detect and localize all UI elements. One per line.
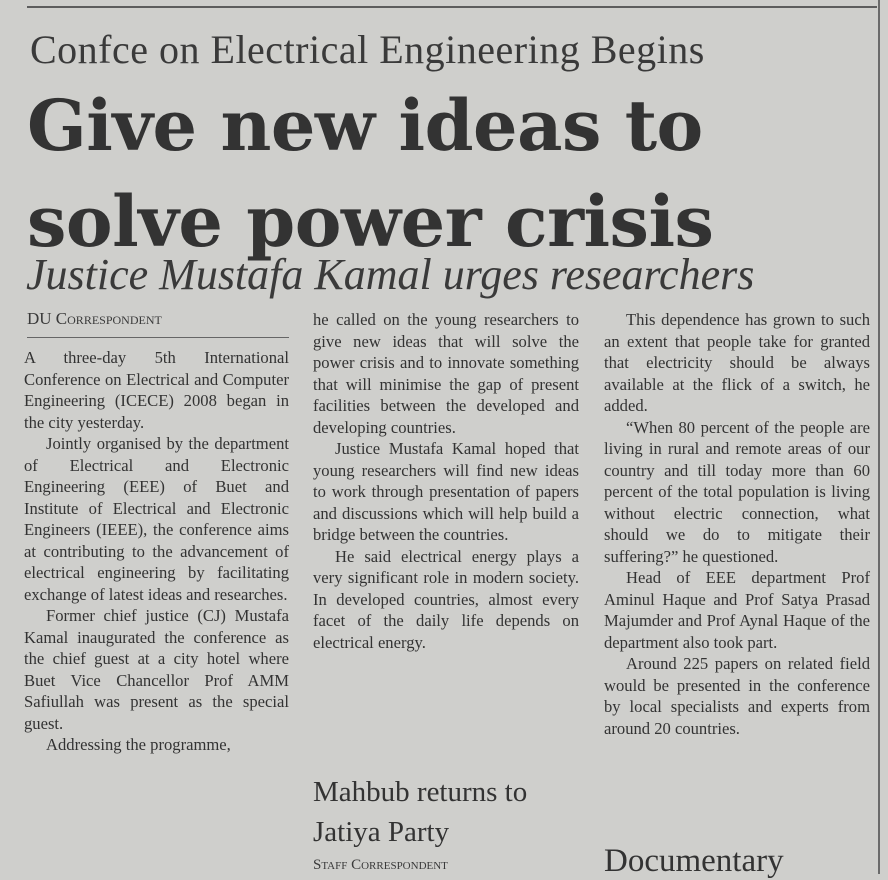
paragraph: Former chief justice (CJ) Mustafa Kamal inaugurated the conference as the chief guest at a city hotel where Buet Vice Chancellor Prof AMM Safiullah was present as the special guest. (24, 606, 289, 733)
paragraph: he called on the young researchers to give new ideas that will solve the power crisis and to innovate something that will minimise the gap of present facilities between the developed and developing countries. (313, 310, 579, 437)
second-story-headline: Mahbub returns to Jatiya Party (313, 776, 528, 848)
paragraph: He said electrical energy plays a very significant role in modern society. In developed countries, almost every facet of the daily life depends on electrical energy. (313, 546, 579, 652)
paragraph: Justice Mustafa Kamal hoped that young researchers will find new ideas to work through presentation of papers and discussions which will help build a bridge between the countries. (313, 439, 579, 544)
byline: DU Correspondent (27, 309, 162, 328)
article-column-3 (604, 309, 870, 739)
paragraph: Addressing the programme, (46, 735, 231, 754)
article-column-2 (313, 309, 579, 653)
subheadline: Justice Mustafa Kamal urges researchers (26, 250, 755, 299)
paragraph: Head of EEE department Prof Aminul Haque and Prof Satya Prasad Majumder and Prof Aynal Haque of the department also took part. (604, 568, 870, 652)
second-story-byline: Staff Correspondent (313, 857, 448, 873)
paragraph: Around 225 papers on related field would be presented in the conference by local specialists and experts from around 20 countries. (604, 654, 870, 738)
paragraph: “When 80 percent of the people are living in rural and remote areas of our country and till today more than 60 percent of the total population is living without electric connection, what should we do to mitigate their suffering?” he questioned. (604, 417, 870, 566)
byline-rule (27, 337, 289, 338)
headline: Give new ideas to solve power crisis (27, 84, 714, 263)
paragraph: This dependence has grown to such an extent that people take for granted that electricity should be always available at the flick of a switch, he added. (604, 310, 870, 415)
third-story-headline: Documentary (604, 843, 784, 879)
top-rule (27, 6, 877, 8)
kicker: Confce on Electrical Engineering Begins (30, 27, 705, 72)
column-divider-right (878, 0, 880, 874)
article-column-1 (24, 347, 289, 756)
paragraph: Jointly organised by the department of Electrical and Electronic Engineering (EEE) of Buet and Institute of Electrical and Electronic Engineers (IEEE), the conference aims at contributing to the advancement of electrical engineering by facilitating exchange of latest ideas and researches. (24, 434, 289, 604)
paragraph: A three-day 5th International Conference on Electrical and Computer Engineering (ICECE) 2008 began in the city yesterday. (24, 348, 289, 432)
